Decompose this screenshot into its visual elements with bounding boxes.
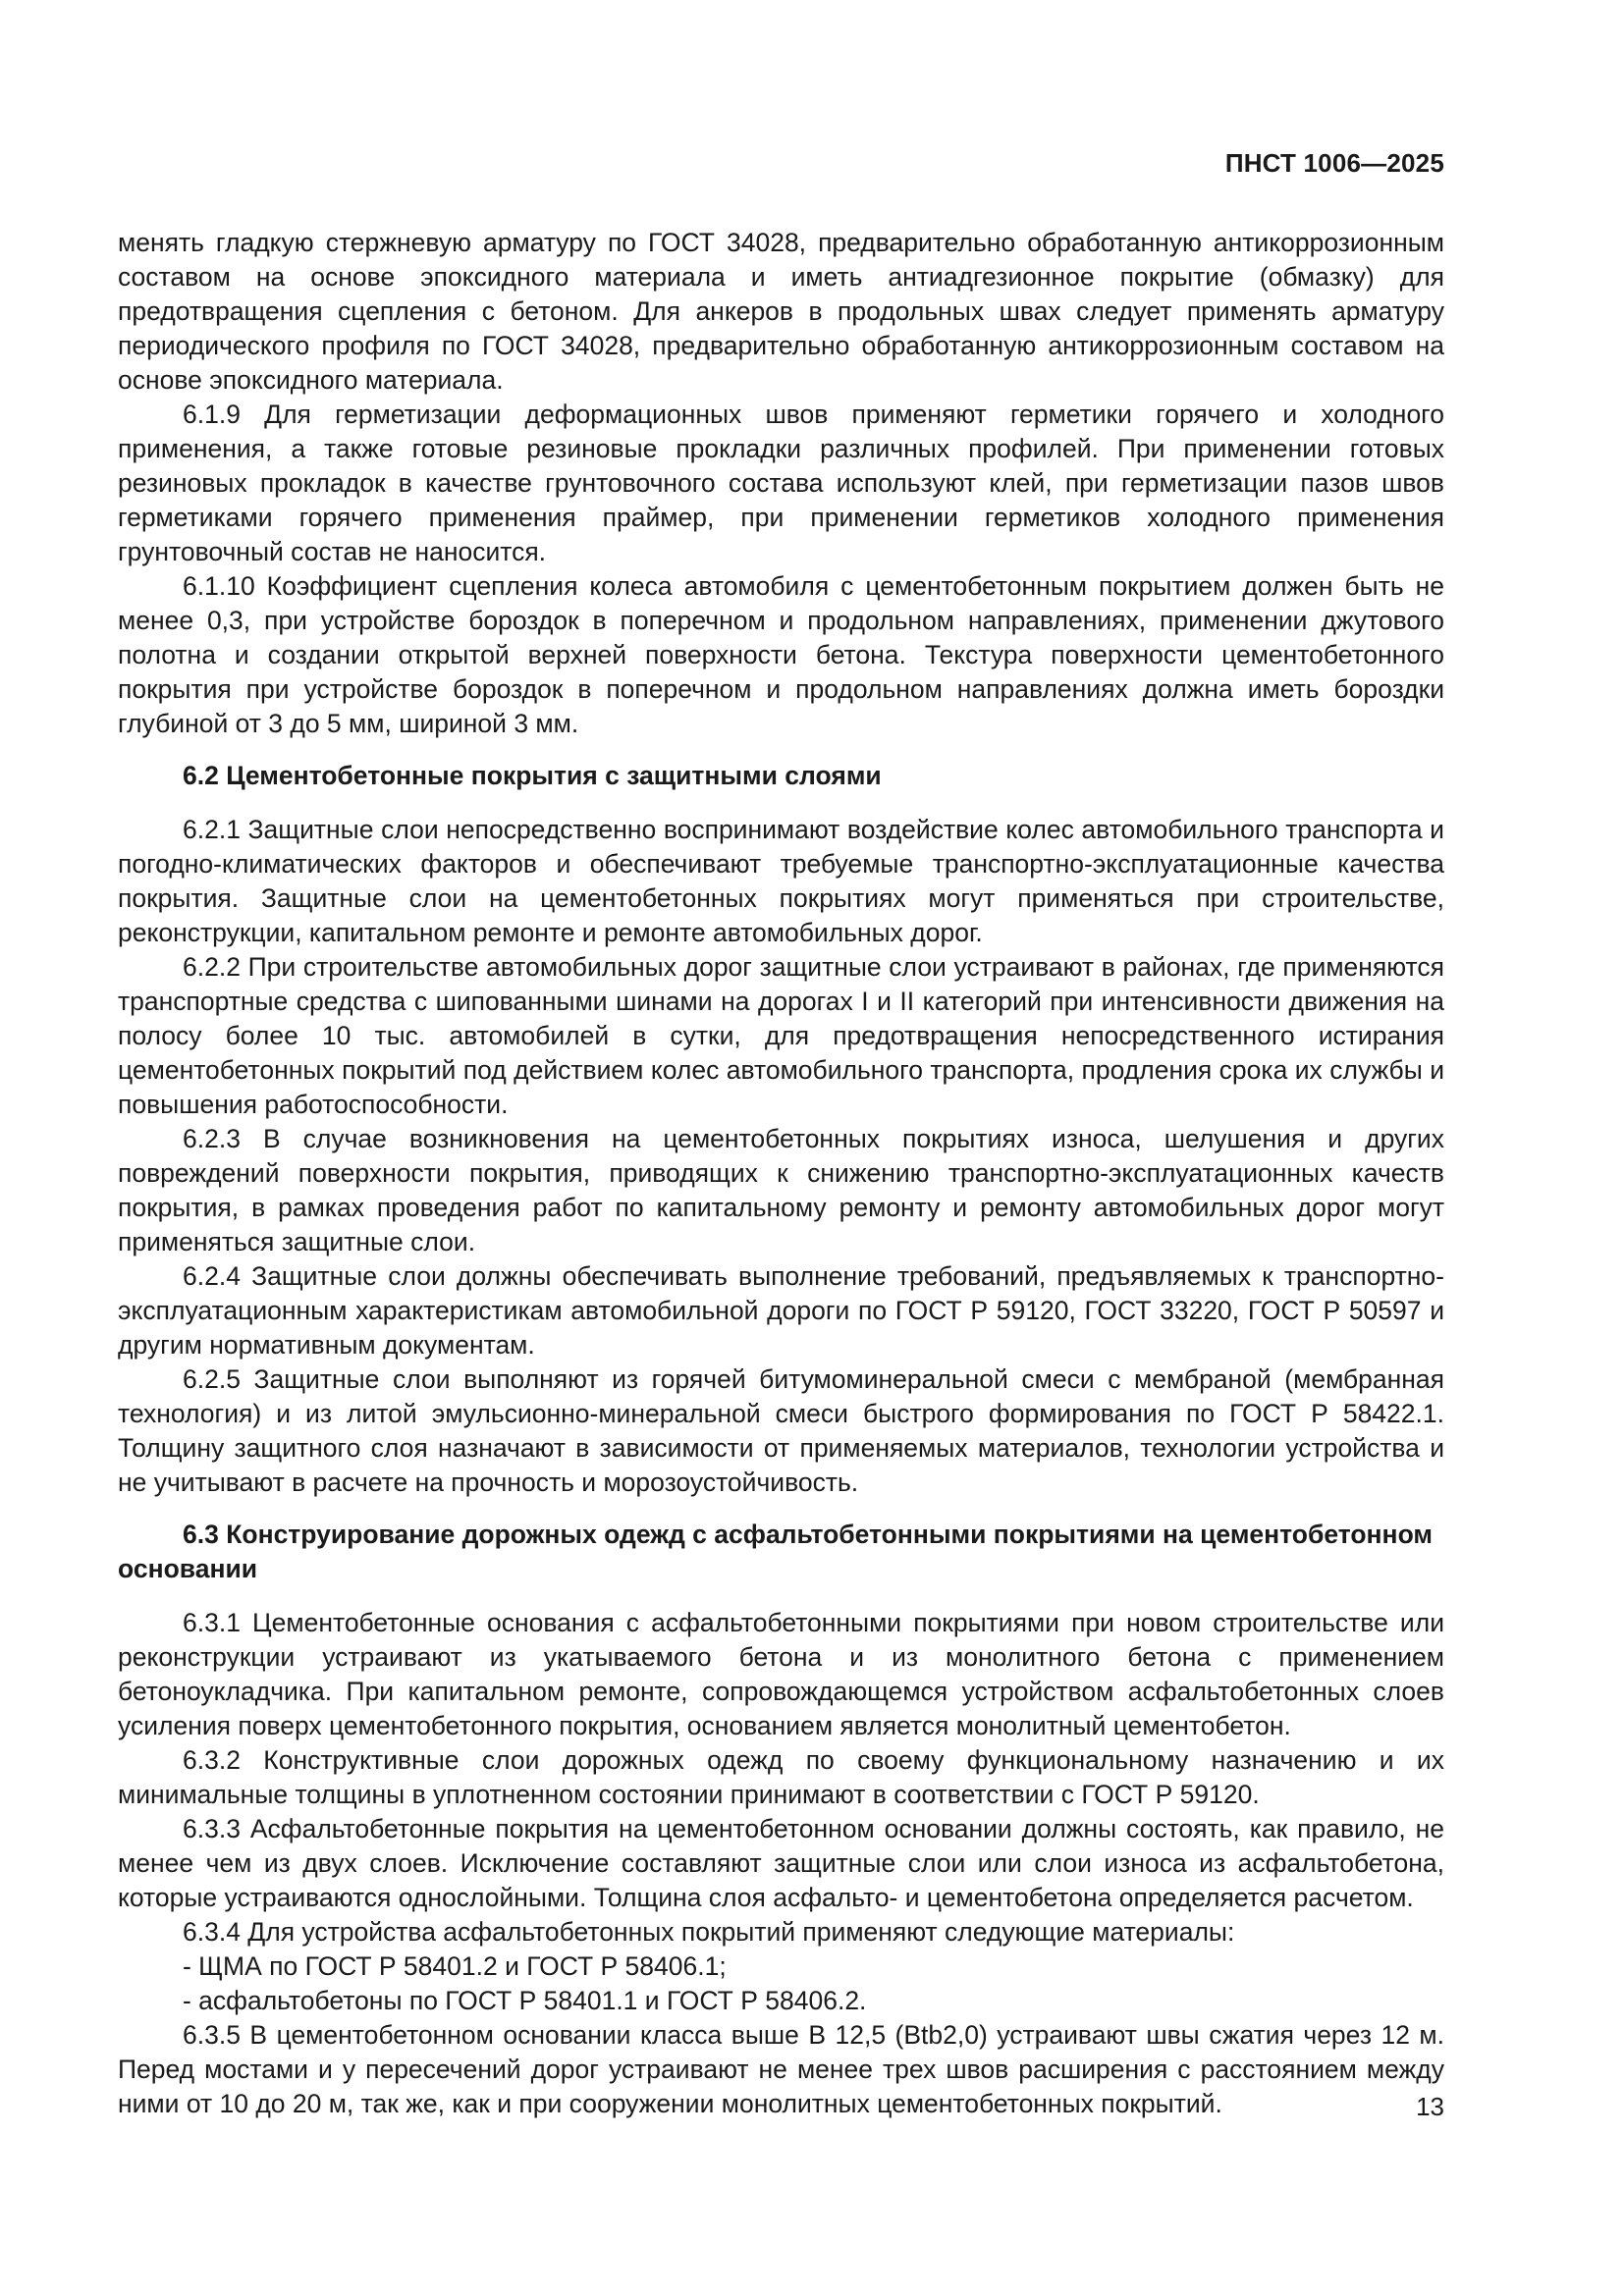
spacer [118,1500,1444,1518]
paragraph-6-2-4: 6.2.4 Защитные слои должны обеспечивать выполнение требований, предъявляемых к транспортно-эксплуатационным характеристикам автомобильной дороги по ГОСТ Р 59120, ГОСТ 33220, ГОСТ Р 50597 и другим нормативным документам. [118,1261,1444,1360]
paragraph-6-3-1: 6.3.1 Цементобетонные основания с асфальтобетонными покрытиями при новом строительстве или реконструкции устраивают из укатываемого бетона и из монолитного бетона с применением бетоноукладчика. При капитальном ремонте, сопровождающемся устройством асфальтобетонных слоев усиления поверх цементобетонного покрытия, основанием является монолитный цементобетон. [118,1608,1444,1740]
paragraph-6-3-4: 6.3.4 Для устройства асфальтобетонных покрытий применяют следующие материалы: [183,1917,1235,1947]
section-heading-6-2: 6.2 Цементобетонные покрытия с защитными слоями [183,761,882,790]
list-item: - ЩМА по ГОСТ Р 58401.2 и ГОСТ Р 58406.1; [183,1951,727,1981]
spacer [118,741,1444,759]
paragraph-6-3-2: 6.3.2 Конструктивные слои дорожных одежд по своему функциональному назначению и их минимальные толщины в уплотненном состоянии принимают в соответствии с ГОСТ Р 59120. [118,1745,1444,1809]
document-body [118,226,1444,2121]
paragraph-6-3-3: 6.3.3 Асфальтобетонные покрытия на цементобетонном основании должны состоять, как правило, не менее чем из двух слоев. Исключение составляют защитные слои или слои износа из асфальтобетона, которые устраиваются однослойными. Толщина слоя асфальто- и цементобетона определяется расчетом. [118,1814,1444,1912]
paragraph-6-2-3: 6.2.3 В случае возникновения на цементобетонных покрытиях износа, шелушения и других повреждений поверхности покрытия, приводящих к снижению транспортно-эксплуатационных качеств покрытия, в рамках проведения работ по капитальному ремонту и ремонту автомобильных дорог могут применяться защитные слои. [118,1124,1444,1256]
paragraph-continuation: менять гладкую стержневую арматуру по ГОСТ 34028, предварительно обработанную антикоррозионным составом на основе эпоксидного материала и иметь антиадгезионное покрытие (обмазку) для предотвращения сцепления с бетоном. Для анкеров в продольных швах следует применять арматуру периодического профиля по ГОСТ 34028, предварительно обработанную антикоррозионным составом на основе эпоксидного материала. [118,228,1444,395]
document-code: ПНСТ 1006—2025 [1224,148,1444,178]
spacer [118,793,1444,813]
list-item: - асфальтобетоны по ГОСТ Р 58401.1 и ГОСТ Р 58406.2. [183,1986,867,2015]
paragraph-6-1-10: 6.1.10 Коэффициент сцепления колеса автомобиля с цементобетонным покрытием должен быть не менее 0,3, при устройстве бороздок в поперечном и продольном направлениях, применении джутового полотна и создании открытой верхней поверхности бетона. Текстура поверхности цементобетонного покрытия при устройстве бороздок в поперечном и продольном направлениях должна иметь бороздки глубиной от 3 до 5 мм, шириной 3 мм. [118,571,1444,738]
paragraph-6-1-9: 6.1.9 Для герметизации деформационных швов применяют герметики горячего и холодного применения, а также готовые резиновые прокладки различных профилей. При применении готовых резиновых прокладок в качестве грунтовочного состава используют клей, при герметизации пазов швов герметиками горячего применения праймер, при применении герметиков холодного применения грунтовочный состав не наносится. [118,400,1444,566]
paragraph-6-2-2: 6.2.2 При строительстве автомобильных дорог защитные слои устраивают в районах, где применяются транспортные средства с шипованными шинами на дорогах I и II категорий при интенсивности движения на полосу более 10 тыс. автомобилей в сутки, для предотвращения непосредственного истирания цементобетонных покрытий под действием колес автомобильного транспорта, продления срока их службы и повышения работоспособности. [118,952,1444,1119]
page-number: 13 [1416,2092,1444,2121]
section-heading-6-3: 6.3 Конструирование дорожных одежд с асфальтобетонными покрытиями на цементобетонном основании [118,1520,1434,1583]
paragraph-6-2-1: 6.2.1 Защитные слои непосредственно воспринимают воздействие колес автомобильного транспорта и погодно-климатических факторов и обеспечивают требуемые транспортно-эксплуатационные качества покрытия. Защитные слои на цементобетонных покрытиях могут применяться при строительстве, реконструкции, капитальном ремонте и ремонте автомобильных дорог. [118,815,1444,947]
paragraph-6-3-5: 6.3.5 В цементобетонном основании класса выше В 12,5 (Btb2,0) устраивают швы сжатия через 12 м. Перед мостами и у пересечений дорог устраивают не менее трех швов расширения с расстоянием между ними от 10 до 20 м, так же, как и при сооружении монолитных цементобетонных покрытий. [118,2020,1444,2118]
spacer [118,1586,1444,1606]
paragraph-6-2-5: 6.2.5 Защитные слои выполняют из горячей битумоминеральной смеси с мембраной (мембранная технология) и из литой эмульсионно-минеральной смеси быстрого формирования по ГОСТ Р 58422.1. Толщину защитного слоя назначают в зависимости от применяемых материалов, технологии устройства и не учитывают в расчете на прочность и морозоустойчивость. [118,1364,1444,1497]
